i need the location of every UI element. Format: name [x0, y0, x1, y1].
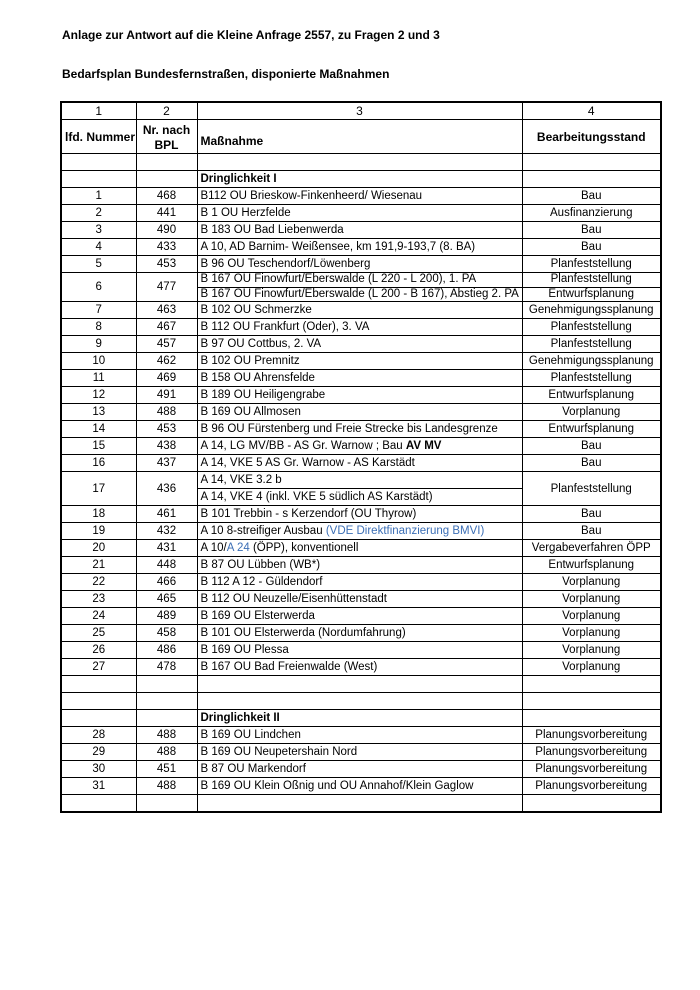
- row-number: 3: [61, 222, 136, 239]
- table-row: [61, 574, 661, 591]
- massnahme-blue-text: (VDE Direktfinanzierung BMVI): [325, 525, 485, 537]
- row-bpl: 461: [136, 506, 197, 523]
- empty-cell: [61, 795, 136, 813]
- row-number: 15: [61, 438, 136, 455]
- table-row: [61, 778, 661, 795]
- empty-row: [61, 693, 661, 710]
- table-row: [61, 438, 661, 455]
- header-lfd-nummer: lfd. Nummer: [61, 120, 136, 154]
- row-status: Vergabeverfahren ÖPP: [522, 540, 661, 557]
- table-row: [61, 336, 661, 353]
- table-row: [61, 608, 661, 625]
- header-bearbeitungsstand: Bearbeitungsstand: [522, 120, 661, 154]
- empty-cell: [197, 676, 522, 693]
- empty-cell: [136, 710, 197, 727]
- row-bpl: 491: [136, 387, 197, 404]
- row-status: Planfeststellung: [522, 256, 661, 273]
- massnahme-text: A 14, LG MV/BB - AS Gr. Warnow ; Bau: [200, 440, 406, 452]
- table-row: [61, 387, 661, 404]
- row-status: Entwurfsplanung: [522, 557, 661, 574]
- row-number: 16: [61, 455, 136, 472]
- row-status: Planfeststellung: [522, 319, 661, 336]
- table-row: [61, 188, 661, 205]
- row-status: Bau: [522, 222, 661, 239]
- table-row: [61, 659, 661, 676]
- row-bpl: 468: [136, 188, 197, 205]
- table-row: [61, 625, 661, 642]
- row-status: Genehmigungssplanung: [522, 302, 661, 319]
- col-number-2: 2: [136, 102, 197, 120]
- row-bpl: 431: [136, 540, 197, 557]
- row-massnahme: A 14, VKE 4 (inkl. VKE 5 südlich AS Karstädt): [197, 489, 522, 506]
- row-status: Entwurfsplanung: [522, 287, 661, 302]
- row-number: 21: [61, 557, 136, 574]
- row-massnahme: B 189 OU Heiligengrabe: [197, 387, 522, 404]
- row-massnahme: B 101 OU Elsterwerda (Nordumfahrung): [197, 625, 522, 642]
- table-row: [61, 370, 661, 387]
- table-row: [61, 557, 661, 574]
- row-status: Vorplanung: [522, 404, 661, 421]
- row-massnahme: B 169 OU Plessa: [197, 642, 522, 659]
- table-row: [61, 205, 661, 222]
- massnahme-text: (ÖPP), konventionell: [249, 542, 359, 554]
- table-row: [61, 421, 661, 438]
- empty-row: [61, 676, 661, 693]
- row-bpl: 466: [136, 574, 197, 591]
- table-row: [61, 319, 661, 336]
- row-massnahme: B 87 OU Markendorf: [197, 761, 522, 778]
- empty-row: [61, 795, 661, 813]
- table-row: [61, 472, 661, 489]
- row-number: 25: [61, 625, 136, 642]
- row-bpl: 453: [136, 256, 197, 273]
- row-bpl: 458: [136, 625, 197, 642]
- empty-row: [61, 154, 661, 171]
- row-status: Planungsvorbereitung: [522, 778, 661, 795]
- row-bpl: 441: [136, 205, 197, 222]
- row-massnahme: B 167 OU Finowfurt/Eberswalde (L 200 - B 167), Abstieg 2. PA: [197, 287, 522, 302]
- empty-cell: [61, 693, 136, 710]
- table-row: [61, 523, 661, 540]
- table-row: [61, 353, 661, 370]
- header-massnahme: Maßnahme: [197, 120, 522, 154]
- row-bpl: 478: [136, 659, 197, 676]
- row-massnahme: B 87 OU Lübben (WB*): [197, 557, 522, 574]
- row-massnahme: B 169 OU Klein Oßnig und OU Annahof/Klein Gaglow: [197, 778, 522, 795]
- row-status: Vorplanung: [522, 642, 661, 659]
- table-row: [61, 256, 661, 273]
- section-title: Dringlichkeit II: [197, 710, 522, 727]
- massnahme-text: A 10/: [200, 542, 227, 554]
- table-row: [61, 744, 661, 761]
- row-massnahme: B 169 OU Neupetershain Nord: [197, 744, 522, 761]
- empty-cell: [136, 693, 197, 710]
- row-massnahme: B 102 OU Premnitz: [197, 353, 522, 370]
- table-row: [61, 540, 661, 557]
- row-bpl: 488: [136, 727, 197, 744]
- empty-cell: [522, 676, 661, 693]
- row-bpl: 489: [136, 608, 197, 625]
- row-status: Planungsvorbereitung: [522, 727, 661, 744]
- row-number: 8: [61, 319, 136, 336]
- col-number-4: 4: [522, 102, 661, 120]
- row-status: Bau: [522, 523, 661, 540]
- table-row: [61, 239, 661, 256]
- row-massnahme: B 112 OU Frankfurt (Oder), 3. VA: [197, 319, 522, 336]
- row-status: Vorplanung: [522, 574, 661, 591]
- row-massnahme: [197, 540, 522, 557]
- row-bpl: 457: [136, 336, 197, 353]
- table-row: [61, 404, 661, 421]
- row-bpl: 469: [136, 370, 197, 387]
- massnahme-text: A 10 8-streifiger Ausbau: [200, 525, 326, 537]
- row-number: 31: [61, 778, 136, 795]
- row-status: Planfeststellung: [522, 472, 661, 506]
- row-bpl: 438: [136, 438, 197, 455]
- document-title: Anlage zur Antwort auf die Kleine Anfrage 2557, zu Fragen 2 und 3: [62, 28, 440, 42]
- row-massnahme: B 183 OU Bad Liebenwerda: [197, 222, 522, 239]
- table-row: [61, 506, 661, 523]
- row-status: Bau: [522, 188, 661, 205]
- row-number: 13: [61, 404, 136, 421]
- row-bpl: 467: [136, 319, 197, 336]
- row-number: 10: [61, 353, 136, 370]
- empty-cell: [136, 795, 197, 813]
- row-number: 5: [61, 256, 136, 273]
- empty-cell: [61, 676, 136, 693]
- row-status: Bau: [522, 455, 661, 472]
- row-bpl: 488: [136, 744, 197, 761]
- row-number: 14: [61, 421, 136, 438]
- table-row: [61, 642, 661, 659]
- row-massnahme: B 112 A 12 - Güldendorf: [197, 574, 522, 591]
- row-status: Planungsvorbereitung: [522, 761, 661, 778]
- row-status: Planfeststellung: [522, 273, 661, 288]
- row-number: 6: [61, 273, 136, 302]
- row-number: 4: [61, 239, 136, 256]
- row-massnahme: B 101 Trebbin - s Kerzendorf (OU Thyrow): [197, 506, 522, 523]
- row-massnahme: A 14, VKE 3.2 b: [197, 472, 522, 489]
- row-massnahme: B 167 OU Finowfurt/Eberswalde (L 220 - L 200), 1. PA: [197, 273, 522, 288]
- row-massnahme: B 1 OU Herzfelde: [197, 205, 522, 222]
- row-massnahme: B 102 OU Schmerzke: [197, 302, 522, 319]
- row-bpl: 477: [136, 273, 197, 302]
- measures-table: [60, 101, 662, 813]
- row-number: 1: [61, 188, 136, 205]
- header-nr-bpl-line1: Nr. nach: [142, 123, 191, 137]
- row-number: 18: [61, 506, 136, 523]
- row-massnahme: B112 OU Brieskow-Finkenheerd/ Wiesenau: [197, 188, 522, 205]
- row-status: Entwurfsplanung: [522, 421, 661, 438]
- col-number-1: 1: [61, 102, 136, 120]
- column-number-row: [61, 102, 661, 120]
- row-number: 26: [61, 642, 136, 659]
- row-number: 28: [61, 727, 136, 744]
- row-status: Genehmigungssplanung: [522, 353, 661, 370]
- row-status: Planfeststellung: [522, 336, 661, 353]
- row-massnahme: B 158 OU Ahrensfelde: [197, 370, 522, 387]
- row-status: Planungsvorbereitung: [522, 744, 661, 761]
- massnahme-blue-text: A 24: [226, 542, 250, 554]
- row-bpl: 486: [136, 642, 197, 659]
- row-massnahme: A 14, VKE 5 AS Gr. Warnow - AS Karstädt: [197, 455, 522, 472]
- table-row: [61, 273, 661, 288]
- header-nr-bpl-line2: BPL: [154, 138, 179, 152]
- row-number: 11: [61, 370, 136, 387]
- row-bpl: 432: [136, 523, 197, 540]
- section-row-dringlichkeit-2: [61, 710, 661, 727]
- table-row: [61, 591, 661, 608]
- row-bpl: 462: [136, 353, 197, 370]
- row-massnahme: B 167 OU Bad Freienwalde (West): [197, 659, 522, 676]
- row-number: 23: [61, 591, 136, 608]
- empty-cell: [136, 676, 197, 693]
- row-status: Bau: [522, 239, 661, 256]
- empty-cell: [61, 710, 136, 727]
- header-row: [61, 120, 661, 154]
- empty-cell: [197, 795, 522, 813]
- row-bpl: 488: [136, 778, 197, 795]
- row-number: 12: [61, 387, 136, 404]
- row-status: Vorplanung: [522, 608, 661, 625]
- row-status: Vorplanung: [522, 591, 661, 608]
- row-status: Bau: [522, 506, 661, 523]
- row-number: 17: [61, 472, 136, 506]
- row-massnahme: B 169 OU Elsterwerda: [197, 608, 522, 625]
- row-bpl: 448: [136, 557, 197, 574]
- row-massnahme: [197, 438, 522, 455]
- row-number: 19: [61, 523, 136, 540]
- row-bpl: 490: [136, 222, 197, 239]
- table-row: [61, 222, 661, 239]
- row-number: 24: [61, 608, 136, 625]
- row-bpl: 453: [136, 421, 197, 438]
- row-bpl: 463: [136, 302, 197, 319]
- row-bpl: 436: [136, 472, 197, 506]
- empty-cell: [522, 693, 661, 710]
- row-status: Entwurfsplanung: [522, 387, 661, 404]
- empty-cell: [522, 795, 661, 813]
- row-massnahme: A 10, AD Barnim- Weißensee, km 191,9-193,7 (8. BA): [197, 239, 522, 256]
- row-bpl: 465: [136, 591, 197, 608]
- row-status: Vorplanung: [522, 659, 661, 676]
- table-row: [61, 761, 661, 778]
- row-bpl: 433: [136, 239, 197, 256]
- row-bpl: 437: [136, 455, 197, 472]
- row-massnahme: B 169 OU Lindchen: [197, 727, 522, 744]
- row-number: 22: [61, 574, 136, 591]
- empty-cell: [522, 710, 661, 727]
- table-row: [61, 302, 661, 319]
- row-status: Planfeststellung: [522, 370, 661, 387]
- row-status: Bau: [522, 438, 661, 455]
- row-massnahme: B 112 OU Neuzelle/Eisenhüttenstadt: [197, 591, 522, 608]
- row-bpl: 488: [136, 404, 197, 421]
- section-title: Dringlichkeit I: [197, 171, 522, 188]
- header-nr-bpl: [136, 120, 197, 154]
- row-number: 27: [61, 659, 136, 676]
- row-status: Vorplanung: [522, 625, 661, 642]
- row-number: 9: [61, 336, 136, 353]
- empty-cell: [197, 693, 522, 710]
- row-bpl: 451: [136, 761, 197, 778]
- massnahme-bold-text: AV MV: [405, 440, 442, 452]
- row-massnahme: B 97 OU Cottbus, 2. VA: [197, 336, 522, 353]
- row-massnahme: B 96 OU Fürstenberg und Freie Strecke bis Landesgrenze: [197, 421, 522, 438]
- document-subtitle: Bedarfsplan Bundesfernstraßen, disponierte Maßnahmen: [62, 67, 390, 81]
- row-status: Ausfinanzierung: [522, 205, 661, 222]
- row-massnahme: [197, 523, 522, 540]
- row-massnahme: B 169 OU Allmosen: [197, 404, 522, 421]
- table-row: [61, 455, 661, 472]
- table-row: [61, 727, 661, 744]
- row-number: 20: [61, 540, 136, 557]
- row-number: 2: [61, 205, 136, 222]
- row-massnahme: B 96 OU Teschendorf/Löwenberg: [197, 256, 522, 273]
- row-number: 7: [61, 302, 136, 319]
- col-number-3: 3: [197, 102, 522, 120]
- row-number: 29: [61, 744, 136, 761]
- section-row-dringlichkeit-1: [61, 171, 661, 188]
- row-number: 30: [61, 761, 136, 778]
